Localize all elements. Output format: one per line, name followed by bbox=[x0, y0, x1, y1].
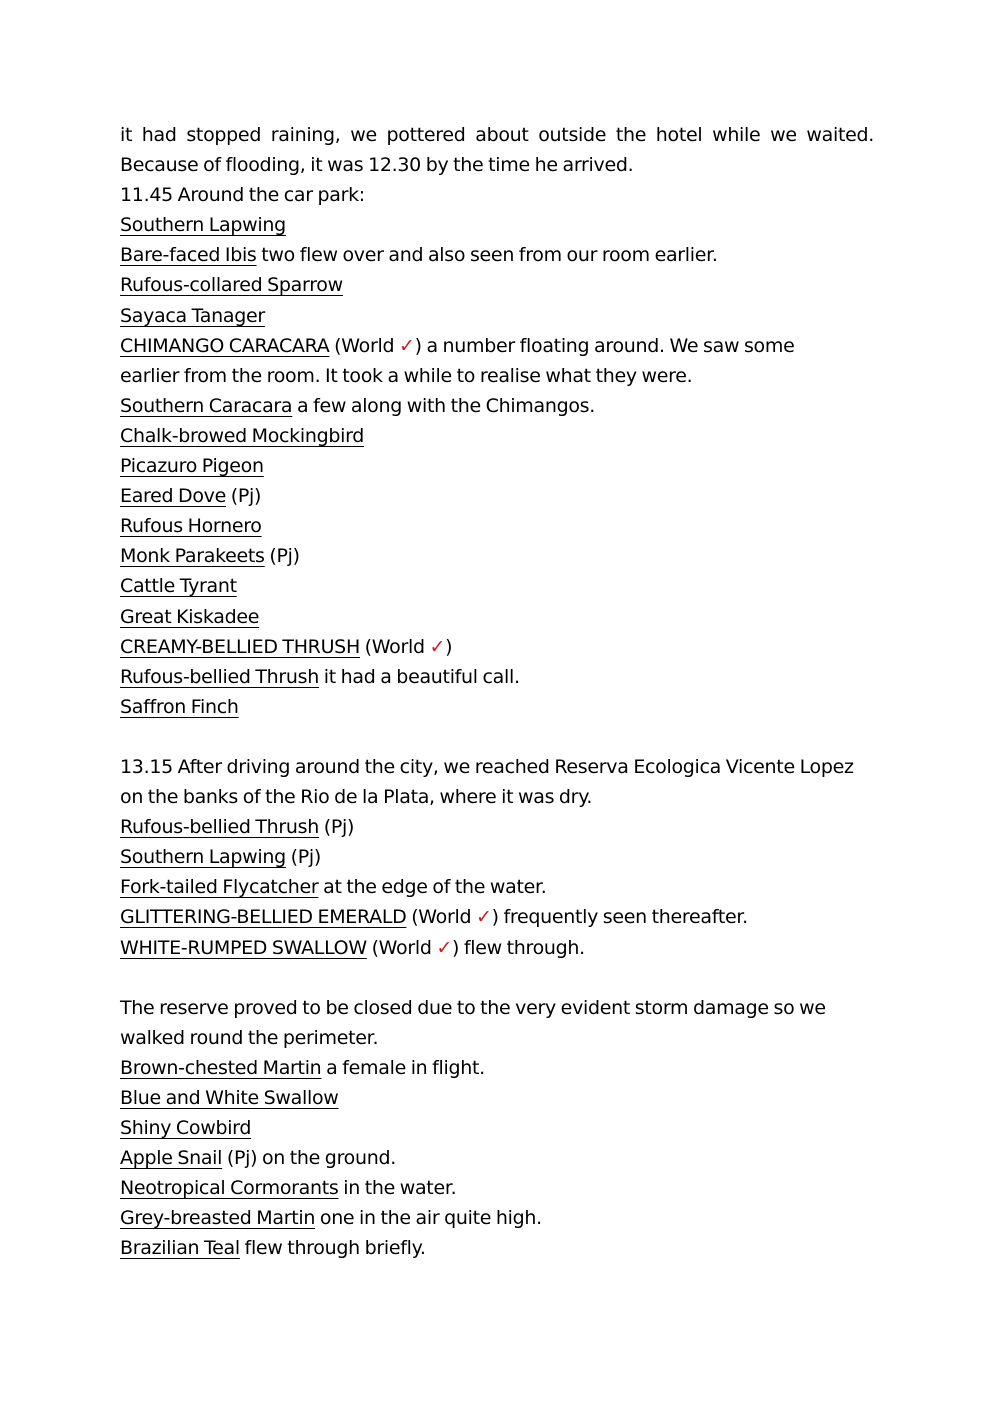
species-name: Eared Dove bbox=[120, 485, 227, 508]
paragraph-gap bbox=[120, 722, 874, 752]
world-label: (World bbox=[359, 635, 430, 658]
sighting-line bbox=[120, 451, 874, 481]
sighting-note: ) flew through. bbox=[452, 936, 585, 959]
sighting-line bbox=[120, 1113, 874, 1143]
world-label: (World bbox=[366, 936, 437, 959]
species-name: Rufous-bellied Thrush bbox=[120, 665, 320, 688]
sighting-line bbox=[120, 632, 874, 662]
paragraph-gap bbox=[120, 963, 874, 993]
sighting-line bbox=[120, 872, 874, 902]
sighting-line bbox=[120, 331, 874, 361]
species-name: Rufous Hornero bbox=[120, 515, 262, 538]
species-name: Fork-tailed Flycatcher bbox=[120, 876, 319, 899]
sighting-line bbox=[120, 1203, 874, 1233]
sighting-line bbox=[120, 270, 874, 300]
intro-line-1: it had stopped raining, we pottered about outside the hotel while we waited. bbox=[120, 124, 874, 146]
sighting-list-car-park bbox=[120, 210, 874, 722]
sighting-line bbox=[120, 541, 874, 571]
sighting-line bbox=[120, 1233, 874, 1263]
sighting-note: a female in flight. bbox=[321, 1056, 485, 1079]
sighting-line bbox=[120, 1053, 874, 1083]
sighting-line bbox=[120, 812, 874, 842]
sighting-line bbox=[120, 902, 874, 932]
sighting-note: (Pj) bbox=[285, 846, 321, 869]
sighting-note: at the edge of the water. bbox=[318, 876, 547, 899]
sighting-line bbox=[120, 481, 874, 511]
species-name: Southern Lapwing bbox=[120, 846, 286, 869]
species-name: Brown-chested Martin bbox=[120, 1056, 322, 1079]
sighting-note: two flew over and also seen from our room earlier. bbox=[256, 244, 718, 267]
section2-intro-line-1: 13.15 After driving around the city, we reached Reserva Ecologica Vicente Lopez bbox=[120, 755, 854, 778]
sighting-note: ) frequently seen thereafter. bbox=[491, 906, 748, 929]
species-name: Blue and White Swallow bbox=[120, 1087, 339, 1109]
sighting-line bbox=[120, 240, 874, 270]
species-name: Bare-faced Ibis bbox=[120, 244, 257, 267]
species-name: Rufous-bellied Thrush bbox=[120, 816, 320, 839]
checkmark-icon: ✓ bbox=[476, 906, 492, 929]
sighting-note: it had a beautiful call. bbox=[319, 665, 520, 688]
species-name: Rufous-collared Sparrow bbox=[120, 274, 343, 297]
world-label: (World bbox=[406, 906, 476, 929]
species-name: Cattle Tyrant bbox=[120, 575, 237, 598]
sighting-line bbox=[120, 662, 874, 692]
species-name: Picazuro Pigeon bbox=[120, 455, 264, 478]
sighting-line bbox=[120, 301, 874, 331]
sighting-note: one in the air quite high. bbox=[315, 1207, 542, 1230]
species-name: Shiny Cowbird bbox=[120, 1117, 252, 1140]
checkmark-icon: ✓ bbox=[429, 635, 446, 658]
species-name: Great Kiskadee bbox=[120, 605, 260, 628]
sighting-line bbox=[120, 511, 874, 541]
species-name: CREAMY-BELLIED THRUSH bbox=[120, 635, 360, 658]
species-name: WHITE-RUMPED SWALLOW bbox=[120, 936, 367, 959]
species-name: Southern Caracara bbox=[120, 394, 293, 417]
sighting-line: earlier from the room. It took a while to realise what they were. bbox=[120, 364, 693, 387]
sighting-note: (Pj) bbox=[264, 545, 300, 568]
species-name: Neotropical Cormorants bbox=[120, 1177, 339, 1200]
intro-line-3: 11.45 Around the car park: bbox=[120, 184, 365, 207]
sighting-line bbox=[120, 571, 874, 601]
species-name: Sayaca Tanager bbox=[120, 304, 265, 327]
sighting-line bbox=[120, 1143, 874, 1173]
sighting-line bbox=[120, 602, 874, 632]
sighting-note: (Pj) bbox=[319, 816, 355, 839]
section3-intro-line-1: The reserve proved to be closed due to the very evident storm damage so we bbox=[120, 996, 826, 1019]
section3-intro-line-2: walked round the perimeter. bbox=[120, 1026, 379, 1049]
sighting-note: a few along with the Chimangos. bbox=[292, 394, 596, 417]
species-name: CHIMANGO CARACARA bbox=[120, 334, 330, 357]
sighting-line bbox=[120, 210, 874, 240]
sighting-note: (Pj) bbox=[226, 485, 262, 508]
species-name: Chalk-browed Mockingbird bbox=[120, 424, 365, 447]
intro-line-2: Because of flooding, it was 12.30 by the time he arrived. bbox=[120, 154, 634, 177]
sighting-line bbox=[120, 842, 874, 872]
sighting-note: in the water. bbox=[338, 1177, 457, 1200]
sighting-list-reserve bbox=[120, 812, 874, 962]
sighting-line bbox=[120, 421, 874, 451]
species-name: GLITTERING-BELLIED EMERALD bbox=[120, 906, 407, 929]
checkmark-icon: ✓ bbox=[398, 334, 415, 357]
species-name: Grey-breasted Martin bbox=[120, 1207, 316, 1230]
species-name: Southern Lapwing bbox=[120, 214, 286, 237]
sighting-line bbox=[120, 933, 874, 963]
section2-intro-line-2: on the banks of the Rio de la Plata, where it was dry. bbox=[120, 786, 593, 809]
sighting-note: ) a number floating around. We saw some bbox=[414, 334, 795, 357]
world-label: (World bbox=[329, 334, 399, 357]
sighting-note: flew through briefly. bbox=[239, 1237, 426, 1260]
sighting-line bbox=[120, 391, 874, 421]
sighting-note: ) bbox=[445, 635, 453, 658]
species-name: Monk Parakeets bbox=[120, 545, 265, 568]
sighting-line bbox=[120, 1083, 874, 1113]
checkmark-icon: ✓ bbox=[436, 936, 452, 959]
species-name: Apple Snail bbox=[120, 1147, 223, 1170]
species-name: Brazilian Teal bbox=[120, 1237, 240, 1260]
sighting-line bbox=[120, 1173, 874, 1203]
sighting-line bbox=[120, 692, 874, 722]
sighting-list-perimeter bbox=[120, 1053, 874, 1264]
sighting-note: (Pj) on the ground. bbox=[222, 1147, 396, 1170]
species-name: Saffron Finch bbox=[120, 695, 239, 718]
